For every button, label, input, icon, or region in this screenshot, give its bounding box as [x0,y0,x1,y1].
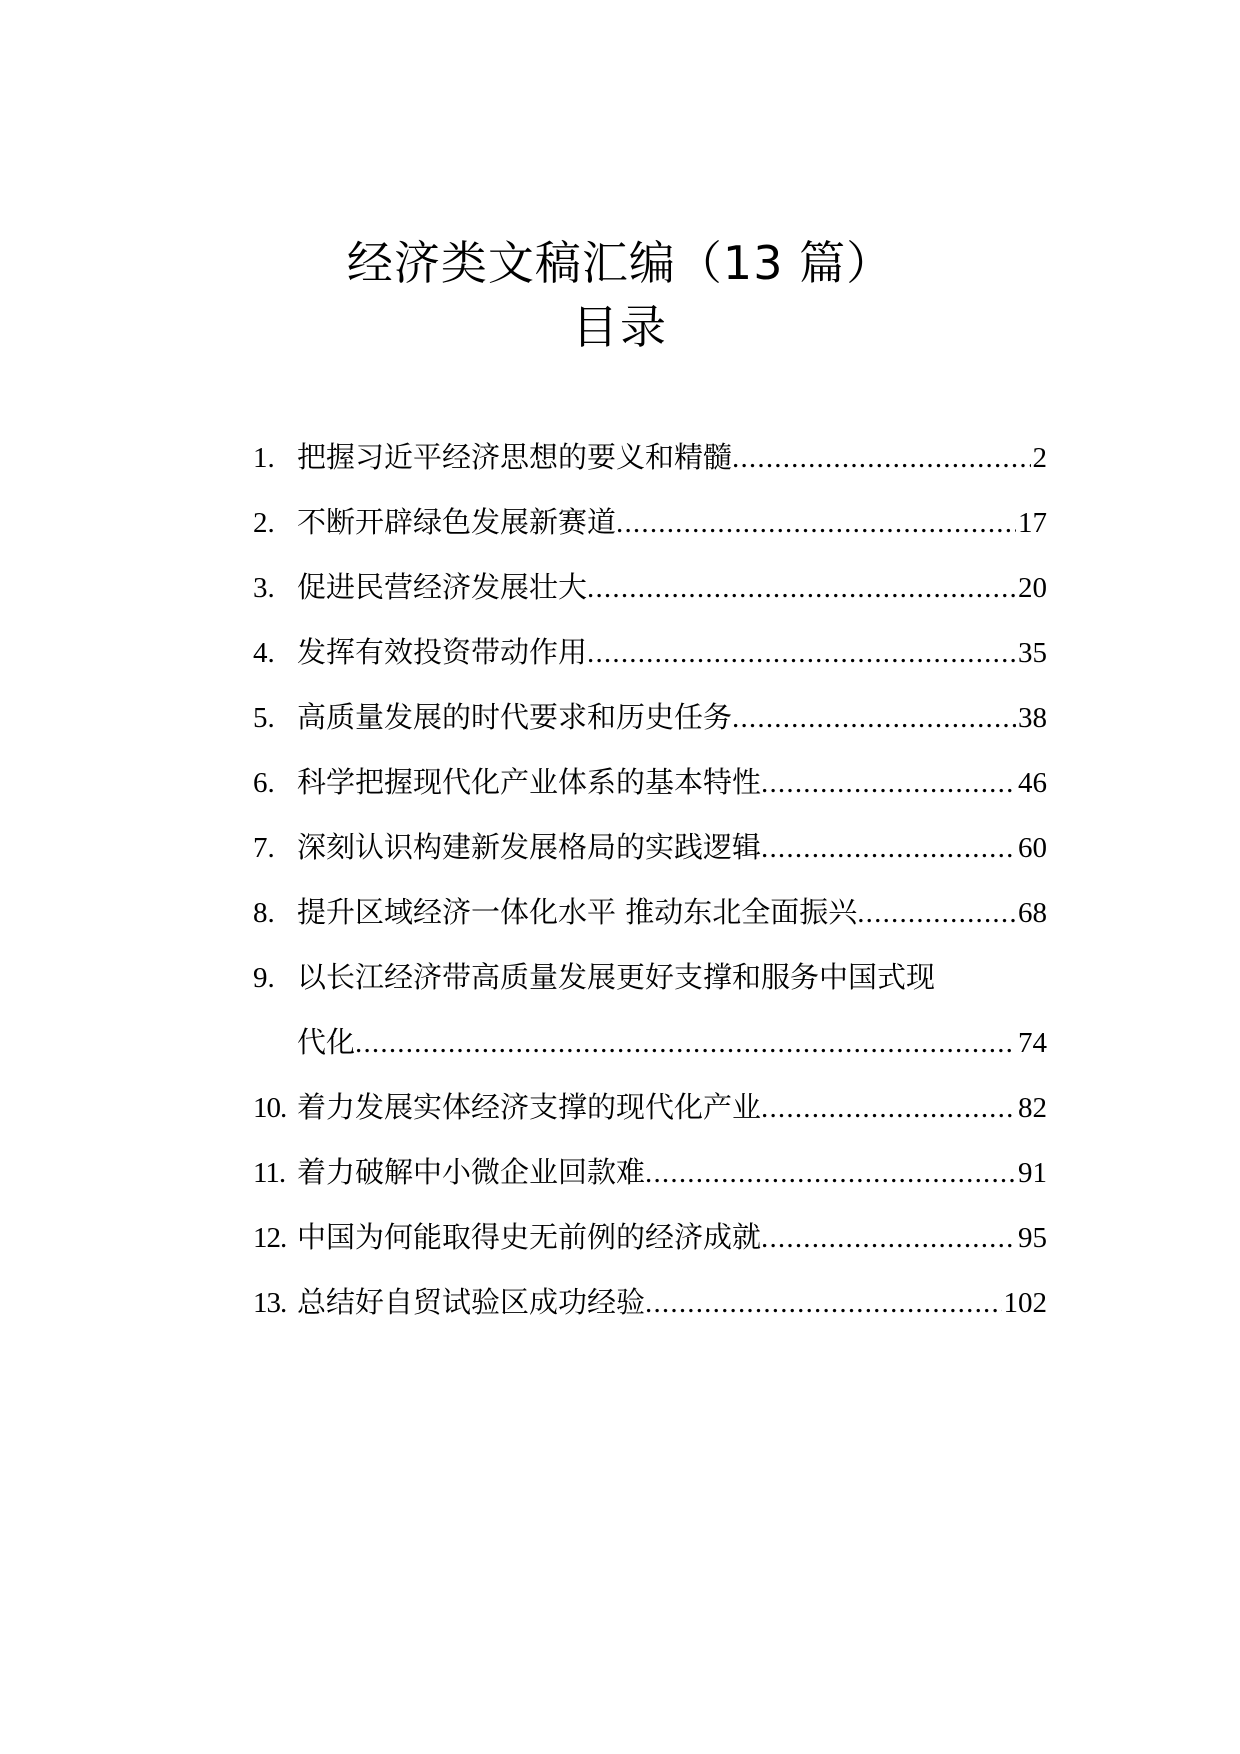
toc-entry-title: 深刻认识构建新发展格局的实践逻辑 [297,830,762,864]
toc-entry-number: 2. [253,507,275,539]
toc-entry-page: 20 [1018,572,1047,604]
toc-dot-leader [645,1271,1001,1336]
toc-entry-title: 不断开辟绿色发展新赛道 [297,505,617,539]
toc-entry-page: 60 [1018,832,1047,864]
toc-entry-6[interactable] [253,750,1047,815]
toc-dot-leader [587,556,1016,621]
toc-entry-number: 6. [253,767,275,799]
toc-dot-leader [645,1141,1016,1206]
toc-entry-number: 12. [253,1222,287,1254]
toc-entry-title: 促进民营经济发展壮大 [297,570,588,604]
toc-entry-2[interactable] [253,490,1047,555]
toc-dot-leader [355,1011,1016,1076]
toc-entry-number: 4. [253,637,275,669]
toc-entry-page: 68 [1018,897,1047,929]
toc-entry-title-line2: 代化 [297,1025,356,1059]
toc-entry-title: 中国为何能取得史无前例的经济成就 [297,1220,762,1254]
toc-entry-12[interactable] [253,1205,1047,1270]
toc-entry-page: 74 [1018,1027,1047,1059]
toc-entry-page: 95 [1018,1222,1047,1254]
toc-entry-title: 总结好自贸试验区成功经验 [297,1285,646,1319]
toc-dot-leader [761,1076,1016,1141]
toc-entry-number: 7. [253,832,275,864]
toc-entry-1[interactable] [253,425,1047,490]
toc-entry-page: 38 [1018,702,1047,734]
toc-dot-leader [732,426,1030,491]
table-of-contents [253,425,1047,1335]
toc-dot-leader [761,751,1016,816]
toc-entry-10[interactable] [253,1075,1047,1140]
document-title: 经济类文稿汇编（13 篇） [346,236,894,290]
toc-entry-title: 把握习近平经济思想的要义和精髓 [297,440,733,474]
toc-entry-title-line1: 以长江经济带高质量发展更好支撑和服务中国式现 [297,960,936,994]
toc-entry-number: 1. [253,442,275,474]
toc-entry-number: 10. [253,1092,287,1124]
toc-entry-page: 17 [1018,507,1047,539]
toc-entry-number: 8. [253,897,275,929]
toc-dot-leader [857,881,1016,946]
toc-entry-page: 91 [1018,1157,1047,1189]
toc-dot-leader [761,1206,1016,1271]
toc-entry-8[interactable] [253,880,1047,945]
toc-entry-page: 2 [1032,442,1047,474]
toc-entry-title: 着力破解中小微企业回款难 [297,1155,646,1189]
toc-entry-9-continuation[interactable] [253,1010,1047,1075]
toc-entry-page: 82 [1018,1092,1047,1124]
toc-entry-page: 102 [1003,1287,1047,1319]
toc-entry-4[interactable] [253,620,1047,685]
toc-entry-number: 9. [253,962,275,994]
toc-entry-page: 46 [1018,767,1047,799]
toc-entry-3[interactable] [253,555,1047,620]
toc-entry-7[interactable] [253,815,1047,880]
toc-entry-13[interactable] [253,1270,1047,1335]
toc-entry-11[interactable] [253,1140,1047,1205]
toc-entry-5[interactable] [253,685,1047,750]
toc-entry-title: 科学把握现代化产业体系的基本特性 [297,765,762,799]
toc-entry-title: 高质量发展的时代要求和历史任务 [297,700,733,734]
toc-dot-leader [761,816,1016,881]
toc-entry-number: 5. [253,702,275,734]
toc-entry-title: 发挥有效投资带动作用 [297,635,588,669]
toc-entry-number: 11. [253,1157,286,1189]
toc-entry-title: 提升区域经济一体化水平 推动东北全面振兴 [297,895,858,929]
toc-dot-leader [732,686,1016,751]
toc-entry-page: 35 [1018,637,1047,669]
toc-dot-leader [616,491,1016,556]
toc-dot-leader [587,621,1016,686]
toc-entry-9[interactable] [253,945,1047,1010]
toc-entry-title: 着力发展实体经济支撑的现代化产业 [297,1090,762,1124]
toc-entry-number: 13. [253,1287,287,1319]
toc-heading: 目录 [572,300,668,354]
toc-entry-number: 3. [253,572,275,604]
